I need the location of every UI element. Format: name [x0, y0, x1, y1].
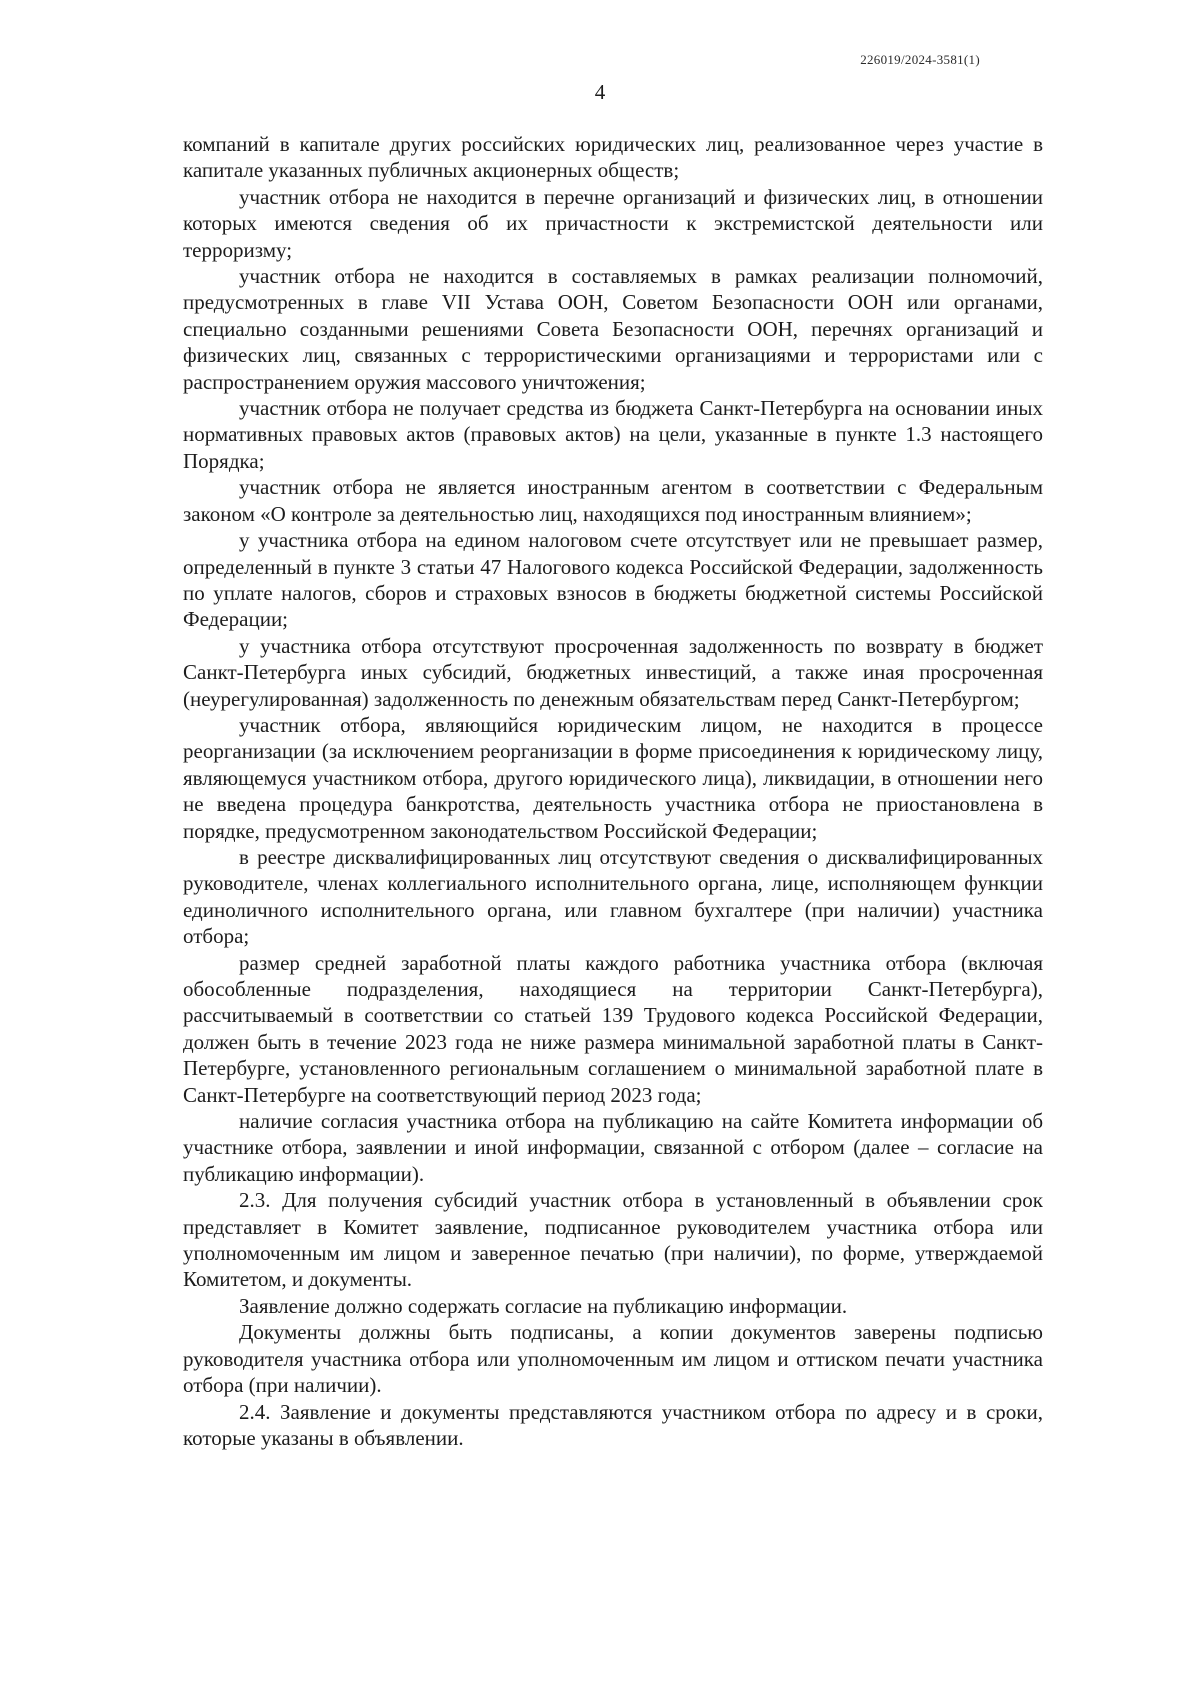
paragraph-section-2-3: 2.3. Для получения субсидий участник отбора в установленный в объявлении срок представляет в Комитет заявление, подписанное руководителем участника отбора или уполномоченным им лицом и заверенное печатью (при наличии), по форме, утверждаемой Комитетом, и документы. — [183, 1188, 1043, 1292]
document-body — [183, 131, 1043, 1451]
paragraph-un-lists: участник отбора не находится в составляемых в рамках реализации полномочий, предусмотренных в главе VII Устава ООН, Советом Безопасности ООН или органами, специально созданными решениями Совета Безопасности ООН, перечнях организаций и физических лиц, связанных с террористическими организациями и террористами или с распространением оружия массового уничтожения; — [183, 264, 1043, 394]
paragraph-average-salary: размер средней заработной платы каждого работника участника отбора (включая обособленные подразделения, находящиеся на территории Санкт-Петербурга), рассчитываемый в соответствии со статьей 139 Трудового кодекса Российской Федерации, должен быть в течение 2023 года не ниже размера минимальной заработной платы в Санкт-Петербурге, установленного региональным соглашением о минимальной заработной плате в Санкт-Петербурге на соответствующий период 2023 года; — [183, 950, 1043, 1107]
paragraph-tax-debt: у участника отбора на едином налоговом счете отсутствует или не превышает размер, определенный в пункте 3 статьи 47 Налогового кодекса Российской Федерации, задолженность по уплате налогов, сборов и страховых взносов в бюджеты бюджетной системы Российской Федерации; — [183, 528, 1043, 632]
paragraph-section-2-4: 2.4. Заявление и документы представляются участником отбора по адресу и в сроки, которые указаны в объявлении. — [183, 1399, 1043, 1450]
paragraph-reorganization: участник отбора, являющийся юридическим лицом, не находится в процессе реорганизации (за исключением реорганизации в форме присоединения к юридическому лицу, являющемуся участником отбора, другого юридического лица), ликвидации, в отношении него не введена процедура банкротства, деятельность участника отбора не приостановлена в порядке, предусмотренном законодательством Российской Федерации; — [183, 712, 1043, 843]
paragraph-application-consent: Заявление должно содержать согласие на публикацию информации. — [239, 1293, 848, 1318]
paragraph-foreign-agent: участник отбора не является иностранным агентом в соответствии с Федеральным законом «О контроле за деятельностью лиц, находящихся под иностранным влиянием»; — [183, 475, 1043, 526]
paragraph-publication-consent: наличие согласия участника отбора на публикацию на сайте Комитета информации об участнике отбора, заявлении и иной информации, связанной с отбором (далее – согласие на публикацию информации). — [183, 1109, 1043, 1186]
paragraph-disqualified-persons: в реестре дисквалифицированных лиц отсутствуют сведения о дисквалифицированных руководителе, членах коллегиального исполнительного органа, лице, исполняющем функции единоличного исполнительного органа, или главном бухгалтере (при наличии) участника отбора; — [183, 844, 1043, 949]
paragraph-overdue-debt: у участника отбора отсутствуют просроченная задолженность по возврату в бюджет Санкт-Петербурга иных субсидий, бюджетных инвестиций, а также иная просроченная (неурегулированная) задолженность по денежным обязательствам перед Санкт-Петербургом; — [183, 633, 1043, 711]
paragraph-documents-signature: Документы должны быть подписаны, а копии документов заверены подписью руководителя участника отбора или уполномоченным им лицом и оттиском печати участника отбора (при наличии). — [183, 1320, 1043, 1398]
page-number: 4 — [594, 80, 606, 104]
paragraph-budget-funds: участник отбора не получает средства из бюджета Санкт-Петербурга на основании иных нормативных правовых актов (правовых актов) на цели, указанные в пункте 1.3 настоящего Порядка; — [183, 396, 1043, 473]
document-registration-number: 226019/2024-3581(1) — [860, 52, 980, 67]
paragraph-continuation: компаний в капитале других российских юридических лиц, реализованное через участие в капитале указанных публичных акционерных обществ; — [183, 132, 1043, 183]
paragraph-extremism-list: участник отбора не находится в перечне организаций и физических лиц, в отношении которых имеются сведения об их причастности к экстремистской деятельности или терроризму; — [183, 184, 1043, 262]
